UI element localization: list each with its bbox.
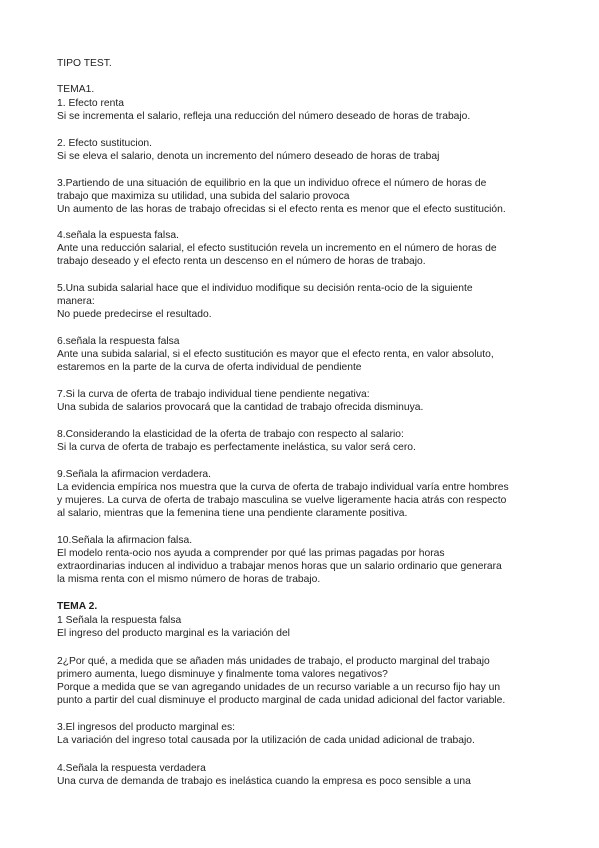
tema1-question-5 [57,282,557,321]
answer-text: El ingreso del producto marginal es la variación del [57,628,290,640]
tema1-question-10 [57,534,557,586]
question-text: 1. Efecto renta [57,98,124,109]
question-text-cont: trabajo que maximiza su utilidad, una subida del salario provoca [57,191,350,203]
answer-text: Una subida de salarios provocará que la cantidad de trabajo ofrecida disminuya. [57,402,424,414]
tema2-question-1 [57,614,557,640]
answer-text: al salario, mientras que la femenina tiene una pendiente claramente positiva. [57,508,408,520]
answer-text: El modelo renta-ocio nos ayuda a comprender por qué las primas pagadas por horas [57,548,445,560]
question-text: 3.El ingresos del producto marginal es: [57,722,236,733]
answer-text: Si la curva de oferta de trabajo es perfectamente inelástica, su valor será cero. [57,442,416,454]
tema1-question-1 [57,97,557,123]
tema1-heading [57,83,557,96]
tema1-question-3 [57,177,557,216]
question-text: 6.señala la respuesta falsa [57,336,180,347]
question-text: 2¿Por qué, a medida que se añaden más unidades de trabajo, el producto marginal del trabajo [57,656,490,667]
answer-text: extraordinarias inducen al individuo a trabajar menos horas que un salario ordinario que generara [57,561,502,573]
answer-text: Ante una reducción salarial, el efecto sustitución revela un incremento en el número de horas de [57,243,497,255]
tema2-heading [57,600,557,613]
document-title [57,57,557,70]
answer-text: trabajo deseado y el efecto renta un descenso en el número de horas de trabajo. [57,256,426,268]
answer-text: Si se eleva el salario, denota un incremento del número deseado de horas de trabaj [57,151,440,163]
tema1-question-4 [57,229,557,268]
question-text-cont: manera: [57,296,95,308]
question-text-cont: primero aumenta, luego disminuye y finalmente toma valores negativos? [57,669,388,681]
answer-text: Un aumento de las horas de trabajo ofrecidas si el efecto renta es menor que el efecto sustitución. [57,204,506,216]
answer-text: Porque a medida que se van agregando unidades de un recurso variable a un recurso fijo hay un [57,682,501,694]
question-text: 7.Si la curva de oferta de trabajo individual tiene pendiente negativa: [57,389,370,400]
answer-text: estaremos en la parte de la curva de oferta individual de pendiente [57,362,362,374]
question-text: 4.señala la espuesta falsa. [57,230,179,241]
tema1-question-8 [57,428,557,454]
answer-text: No puede predecirse el resultado. [57,309,212,321]
question-text: 8.Considerando la elasticidad de la oferta de trabajo con respecto al salario: [57,429,404,440]
answer-text: la misma renta con el mismo número de horas de trabajo. [57,574,321,586]
tema1-question-2 [57,137,557,163]
tema1-heading-text: TEMA1. [57,84,95,95]
answer-text: La evidencia empírica nos muestra que la curva de oferta de trabajo individual varía entre hombres [57,482,509,494]
question-text: 10.Señala la afirmacion falsa. [57,535,193,546]
question-text: 4.Señala la respuesta verdadera [57,763,206,774]
answer-text: y mujeres. La curva de oferta de trabajo masculina se vuelve ligeramente hacia atrás con respecto [57,495,507,507]
tema1-question-9 [57,468,557,520]
tema1-question-6 [57,335,557,374]
tema1-question-7 [57,388,557,414]
tema2-question-2 [57,655,557,707]
answer-text: Una curva de demanda de trabajo es inelástica cuando la empresa es poco sensible a una [57,776,471,788]
tema2-heading-text: TEMA 2. [57,601,98,612]
answer-text: La variación del ingreso total causada por la utilización de cada unidad adicional de trabajo. [57,735,475,747]
question-text: 5.Una subida salarial hace que el individuo modifique su decisión renta-ocio de la siguiente [57,283,473,294]
tema2-question-3 [57,721,557,747]
title-text: TIPO TEST. [57,58,112,69]
question-text: 3.Partiendo de una situación de equilibrio en la que un individuo ofrece el número de horas de [57,178,487,189]
question-text: 9.Señala la afirmacion verdadera. [57,469,211,480]
tema2-question-4 [57,762,557,788]
answer-text: Si se incrementa el salario, refleja una reducción del número deseado de horas de trabajo. [57,111,471,123]
answer-text: punto a partir del cual disminuye el producto marginal de cada unidad adicional del factor variable. [57,695,506,707]
question-text: 2. Efecto sustitucion. [57,138,153,149]
answer-text: Ante una subida salarial, si el efecto sustitución es mayor que el efecto renta, en valor absoluto, [57,349,494,361]
question-text: 1 Señala la respuesta falsa [57,615,182,626]
